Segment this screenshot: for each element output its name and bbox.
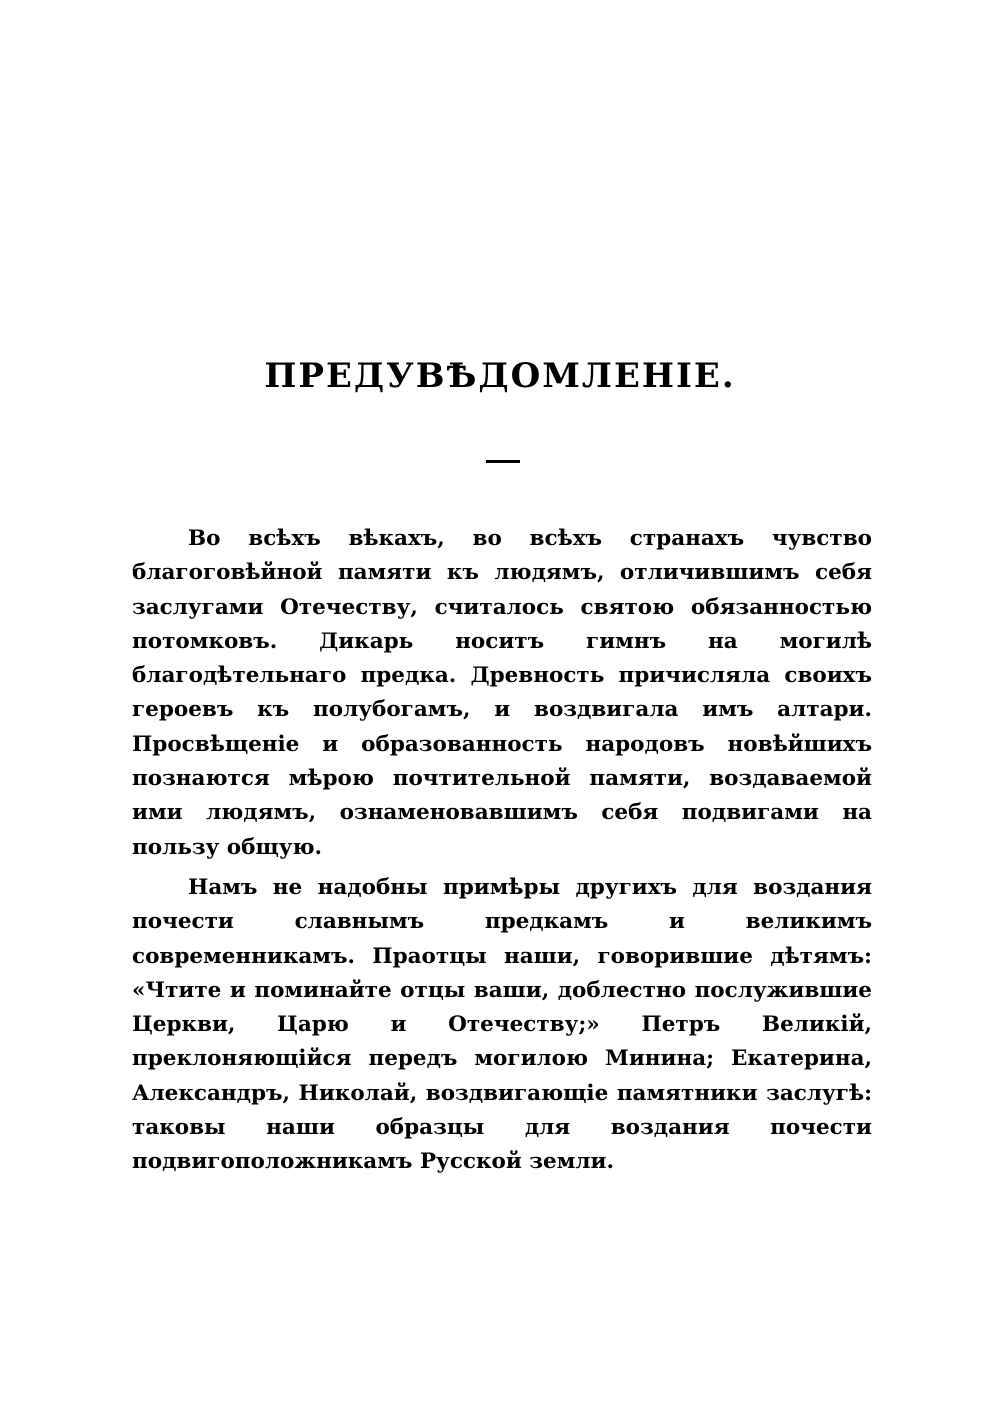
page-title: ПРЕДУВѢДОМЛЕНІЕ. <box>264 356 736 396</box>
title-divider <box>486 460 520 463</box>
body-text <box>132 522 872 1186</box>
paragraph-1: Во всѣхъ вѣкахъ, во всѣхъ странахъ чувство благоговѣйной памяти къ людямъ, отличившимъ себя заслугами Отечеству, считалось святою обязанностью потомковъ. Дикарь носитъ гимнъ на могилѣ благодѣтельнаго предка. Древность причисляла своихъ героевъ къ полубогамъ, и воздвигала имъ алтари. Просвѣщеніе и образованность народовъ новѣйшихъ познаются мѣрою почтительной памяти, воздаваемой ими людямъ, ознаменовавшимъ себя подвигами на пользу общую. <box>132 526 872 860</box>
paragraph-2: Намъ не надобны примѣры другихъ для воздания почести славнымъ предкамъ и великимъ современникамъ. Праотцы наши, говорившие дѣтямъ: «Чтите и поминайте отцы ваши, доблестно послужившие Церкви, Царю и Отечеству;» Петръ Великій, преклоняющійся передъ могилою Минина; Екатерина, Александръ, Николай, воздвигающіе памятники заслугѣ: таковы наши образцы для воздания почести подвигоположникамъ Русской земли. <box>132 874 872 1175</box>
